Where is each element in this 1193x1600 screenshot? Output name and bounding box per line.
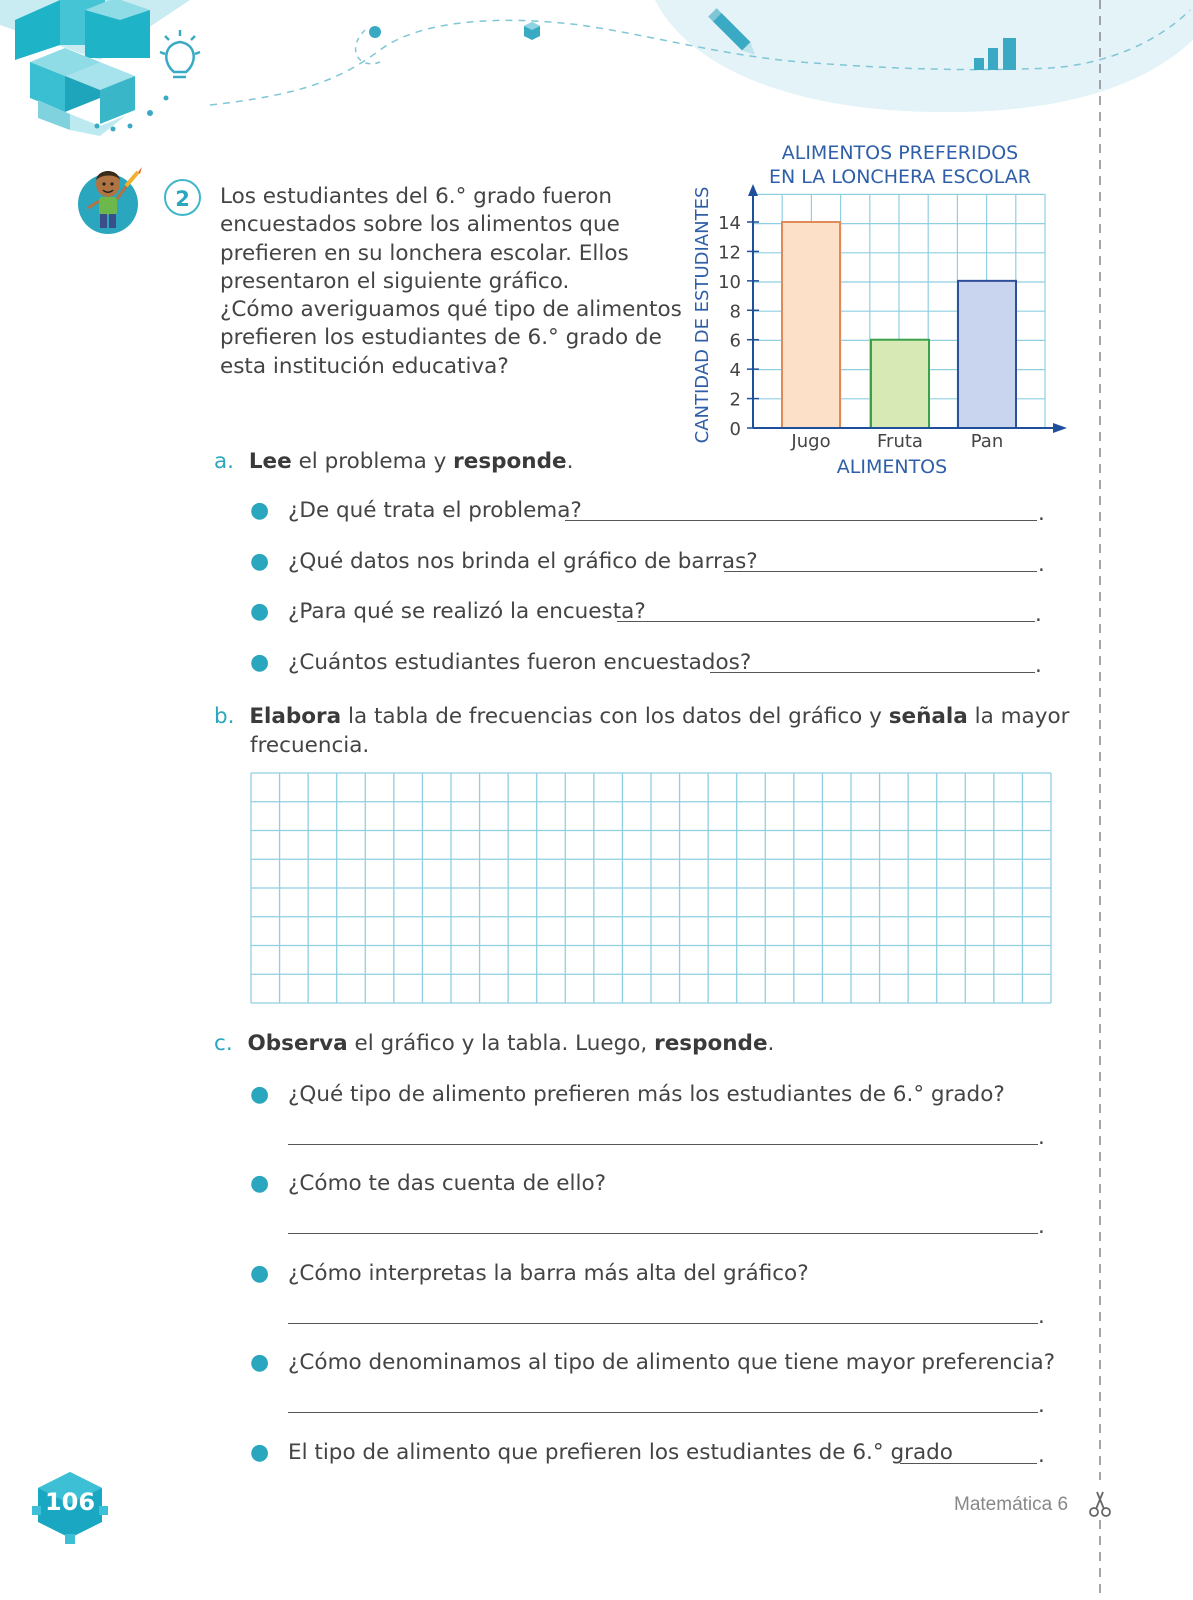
student-avatar-icon [76, 162, 152, 238]
answer-line-c5[interactable] [900, 1463, 1037, 1464]
problem-line: encuestados sobre los alimentos que [220, 212, 620, 238]
bullet-icon: ● [250, 1171, 270, 1196]
chart-x-ticks [790, 431, 1003, 452]
question-a2: ¿Qué datos nos brinda el gráfico de barras? [288, 549, 758, 574]
section-b-line-2: frecuencia. [250, 733, 370, 758]
section-a-heading [214, 448, 573, 477]
bullet-icon: ● [250, 650, 270, 675]
section-c-verb-1: Observa [247, 1031, 348, 1056]
y-tick-label: 12 [718, 242, 741, 264]
question-a1: ¿De qué trata el problema? [288, 498, 582, 523]
section-b-heading [214, 703, 1069, 732]
bullet-icon: ● [250, 498, 270, 523]
period: . [1035, 602, 1042, 627]
period: . [1038, 1443, 1045, 1468]
section-b-text: la tabla de frecuencias con los datos del gráfico y [341, 704, 889, 729]
problem-line: Los estudiantes del 6.° grado fueron [220, 184, 613, 209]
page-number: 106 [44, 1488, 96, 1516]
period: . [1038, 501, 1045, 526]
question-c3: ¿Cómo interpretas la barra más alta del gráfico? [288, 1261, 809, 1286]
bullet-icon: ● [250, 1350, 270, 1375]
period: . [1038, 1304, 1045, 1329]
problem-number-badge: 2 [164, 179, 201, 216]
question-c1: ¿Qué tipo de alimento prefieren más los estudiantes de 6.° grado? [288, 1082, 1005, 1107]
x-axis-arrow [1053, 423, 1067, 433]
section-a-text: el problema y [291, 449, 454, 474]
period: . [1038, 552, 1045, 577]
chart-title-line-2: EN LA LONCHERA ESCOLAR [769, 166, 1031, 188]
section-a-end: . [566, 449, 574, 474]
problem-line: prefieren los estudiantes de 6.° grado de [220, 325, 662, 351]
bullet-icon: ● [250, 1440, 270, 1465]
question-c2: ¿Cómo te das cuenta de ello? [288, 1171, 607, 1196]
y-tick-label: 10 [718, 271, 741, 293]
cube-cluster-icon [0, 0, 190, 136]
section-b-letter: b. [214, 704, 235, 729]
period: . [1038, 1393, 1045, 1418]
chart-y-axis-label: CANTIDAD DE ESTUDIANTES [692, 186, 713, 444]
chart-x-axis-label: ALIMENTOS [836, 456, 948, 478]
section-a-verb-2: responde [453, 449, 567, 474]
section-c-verb-2: responde [654, 1031, 768, 1056]
bullet-icon: ● [250, 599, 270, 624]
chart-title-line-1: ALIMENTOS PREFERIDOS [781, 142, 1019, 164]
header-decoration [0, 0, 1193, 140]
bar-fruta [871, 340, 929, 428]
period: . [1035, 653, 1042, 678]
answer-line-c1[interactable] [288, 1144, 1038, 1145]
problem-line: esta institución educativa? [220, 353, 509, 379]
section-c-end: . [767, 1031, 775, 1056]
y-tick-label: 6 [729, 330, 741, 352]
answer-line-a1[interactable] [565, 520, 1037, 521]
period: . [1038, 1214, 1045, 1239]
x-tick-label: Fruta [877, 431, 923, 452]
statement-c5: El tipo de alimento que prefieren los estudiantes de 6.° grado [288, 1440, 953, 1465]
answer-line-a2[interactable] [724, 571, 1037, 572]
y-tick-label: 14 [718, 213, 741, 234]
book-title: Matemática 6 [954, 1494, 1069, 1515]
section-b-verb-2: señala [888, 704, 968, 729]
y-tick-label: 8 [729, 301, 741, 323]
section-a-letter: a. [214, 449, 235, 474]
y-tick-label: 0 [729, 419, 741, 440]
bar-chart [680, 130, 1070, 490]
bar-pan [958, 281, 1016, 428]
period: . [1038, 1125, 1045, 1150]
scissors-icon [1086, 1490, 1114, 1518]
answer-line-a3[interactable] [617, 621, 1035, 622]
question-a3: ¿Para qué se realizó la encuesta? [288, 599, 646, 624]
frequency-table-grid[interactable] [250, 772, 1052, 1004]
problem-line: prefieren en su lonchera escolar. Ellos [220, 240, 629, 266]
lightbulb-icon [160, 30, 200, 77]
cut-line [1092, 0, 1108, 1600]
section-b-verb-1: Elabora [249, 704, 342, 729]
answer-line-c3[interactable] [288, 1323, 1038, 1324]
section-c-text: el gráfico y la tabla. Luego, [347, 1031, 655, 1056]
section-c-letter: c. [214, 1031, 233, 1056]
x-tick-label: Jugo [791, 431, 831, 452]
problem-line: ¿Cómo averiguamos qué tipo de alimentos [220, 297, 682, 323]
answer-line-c4[interactable] [288, 1412, 1038, 1413]
section-c-heading [214, 1030, 774, 1059]
bar-jugo [782, 222, 840, 428]
problem-line: presentaron el siguiente gráfico. [220, 268, 570, 294]
y-axis-arrow [748, 184, 758, 196]
question-a4: ¿Cuántos estudiantes fueron encuestados? [288, 650, 752, 675]
x-tick-label: Pan [970, 431, 1004, 452]
answer-line-c2[interactable] [288, 1233, 1038, 1234]
small-cube-icon [524, 22, 540, 40]
section-a-verb-1: Lee [248, 449, 292, 474]
y-tick-label: 4 [729, 360, 741, 382]
bullet-icon: ● [250, 1082, 270, 1107]
answer-line-a4[interactable] [710, 672, 1035, 673]
bullet-icon: ● [250, 1261, 270, 1286]
y-tick-label: 2 [729, 389, 741, 411]
problem-statement [220, 183, 682, 381]
section-b-end: la mayor [967, 704, 1070, 729]
bullet-icon: ● [250, 549, 270, 574]
question-c4: ¿Cómo denominamos al tipo de alimento que tiene mayor preferencia? [288, 1350, 1056, 1375]
